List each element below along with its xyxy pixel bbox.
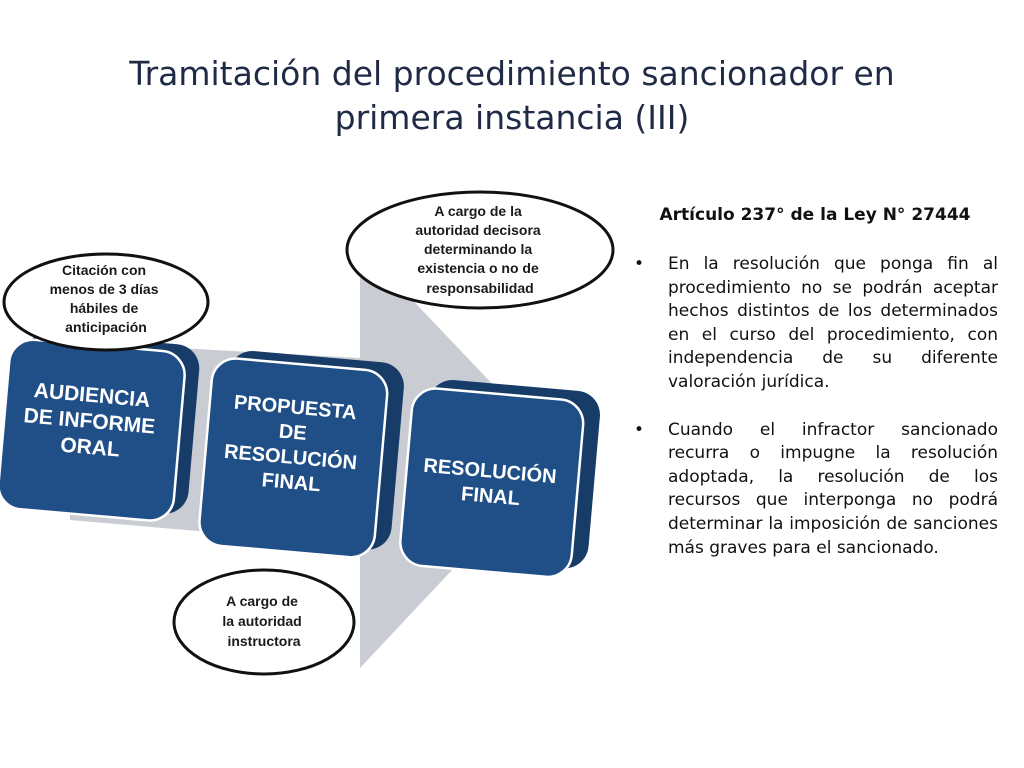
bullet-icon: • <box>634 419 645 440</box>
article-heading: Artículo 237° de la Ley N° 27444 <box>659 205 971 225</box>
note-citacion-line-2: menos de 3 días <box>49 281 159 297</box>
article-panel <box>632 205 998 584</box>
step-1-line-3: ORAL <box>59 433 121 462</box>
note-decisora-line-2: autoridad decisora <box>415 222 541 238</box>
step-propuesta-resolucion-final <box>197 348 405 561</box>
note-decisora-line-5: responsabilidad <box>426 280 534 296</box>
step-3-line-1: RESOLUCIÓN <box>422 454 558 489</box>
note-citacion-line-3: hábiles de <box>69 300 139 316</box>
note-bubble-autoridad-instructora <box>174 570 354 674</box>
article-point-text: En la resolución que ponga fin al procedimiento no se podrán aceptar hechos distintos de los determinados en el curso del procedimiento, con independencia de su diferente valoración jurídica. <box>668 254 998 392</box>
step-resolucion-final <box>398 377 602 581</box>
note-decisora-line-1: A cargo de la <box>434 203 522 219</box>
step-2-line-3: RESOLUCIÓN <box>223 440 358 475</box>
step-2-line-2: DE <box>277 420 308 445</box>
article-points-list <box>632 253 998 560</box>
note-instructora-line-1: A cargo de <box>226 593 298 609</box>
step-3-line-2: FINAL <box>460 483 521 511</box>
note-decisora-line-4: existencia o no de <box>417 260 539 276</box>
note-citacion-line-4: anticipación <box>65 319 147 335</box>
slide-title-line-1: Tramitación del procedimiento sancionador en <box>129 54 895 93</box>
note-instructora-line-2: la autoridad <box>222 613 302 629</box>
step-audiencia-informe-oral <box>0 330 201 524</box>
article-point <box>632 253 998 395</box>
svg-text:A cargo de la autoridad <box>222 593 305 649</box>
article-point-text: Cuando el infractor sancionado recurra o impugne la resolución adoptada, la resolución de los recursos que interponga no podrá determinar la imposición de sanciones más graves para el sancionado. <box>668 419 998 558</box>
svg-text:A cargo de la autoridad <box>415 203 544 296</box>
note-decisora-line-3: determinando la <box>423 241 533 257</box>
article-point <box>632 419 998 561</box>
bullet-icon: • <box>634 254 645 274</box>
step-2-line-1: PROPUESTA <box>233 391 357 425</box>
note-bubble-autoridad-decisora <box>347 192 613 308</box>
note-citacion-line-1: Citación con <box>62 262 147 278</box>
step-1-line-2: DE INFORME <box>22 404 157 439</box>
step-1-line-1: AUDIENCIA <box>32 379 151 413</box>
note-instructora-line-3: instructora <box>227 633 301 649</box>
note-bubble-citacion <box>4 254 208 350</box>
step-2-line-4: FINAL <box>260 469 322 497</box>
slide-title-line-2: primera instancia (III) <box>334 98 690 137</box>
